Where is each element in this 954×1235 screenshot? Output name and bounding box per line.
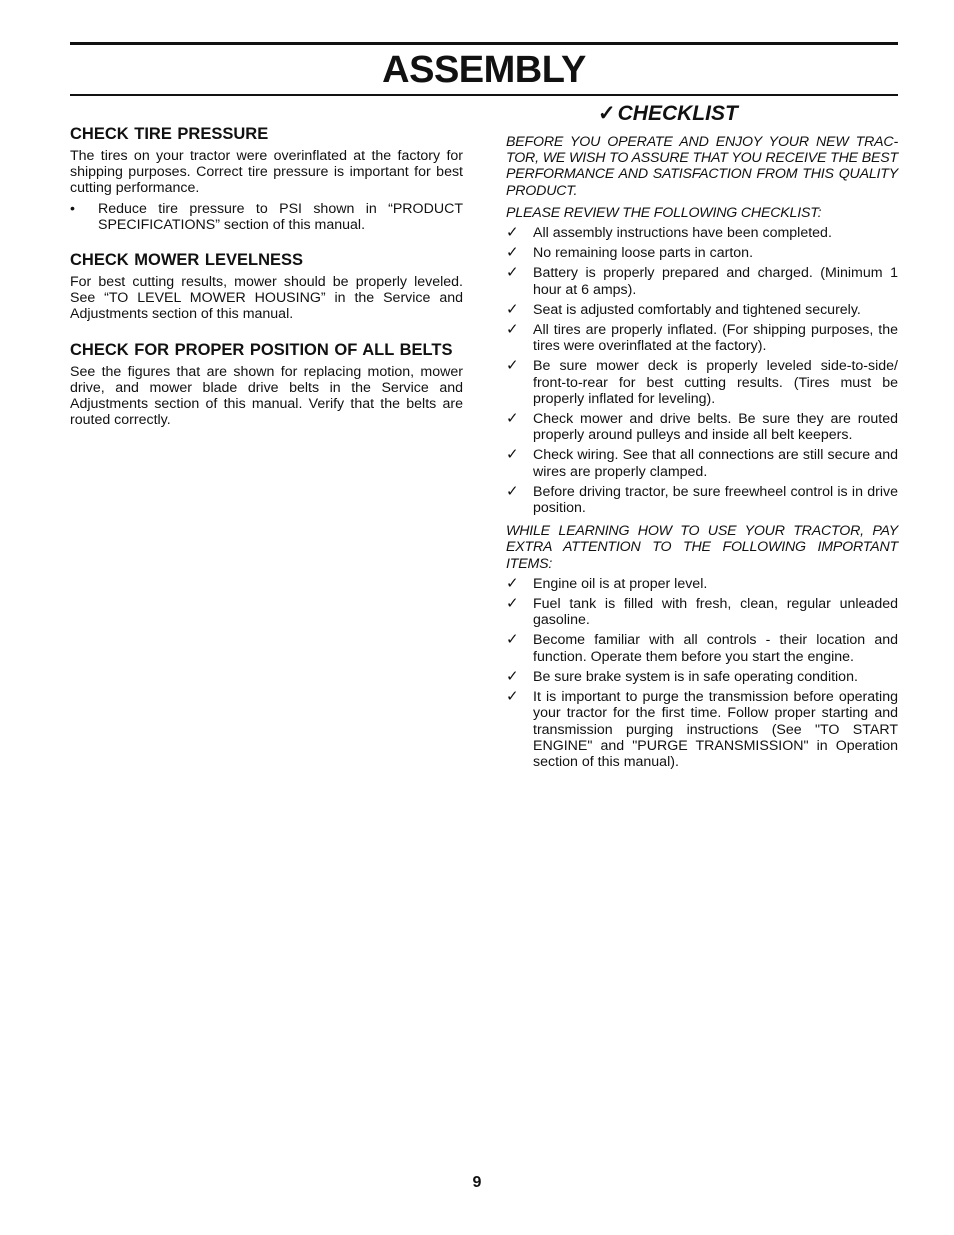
section-body: See the figures that are shown for replacing motion, mower drive, and mower blade drive belts in the Service and Adjustments section of this manual. Verify that the belts are routed correctly. [70,363,463,429]
section-tire-pressure [70,124,463,233]
checkmark-icon: ✓ [506,357,519,375]
learning-label: WHILE LEARNING HOW TO USE YOUR TRACTOR, PAY EXTRA ATTENTION TO THE FOLLOWING IMPORTANT ITEMS: [506,523,898,572]
checklist-item-text: Check mower and drive belts. Be sure they are routed properly around pulleys and inside all belt keepers. [533,411,898,444]
checklist-item [506,245,898,261]
right-column [506,102,898,774]
bullet-item [70,201,463,233]
checklist-item-text: Become familiar with all controls - their location and function. Operate them before you start the engine. [533,632,898,665]
checklist-heading-text: CHECKLIST [617,102,738,125]
checkmark-icon: ✓ [506,631,519,649]
checklist-item-text: Seat is adjusted comfortably and tightened securely. [533,301,861,318]
checkmark-icon: ✓ [506,667,519,685]
page-number: 9 [472,1174,482,1191]
section-heading: CHECK TIRE PRESSURE [70,125,269,143]
checklist-item [506,632,898,664]
checklist-secondary [506,576,898,770]
page-title: ASSEMBLY [382,49,586,91]
checklist-item [506,669,898,685]
checkmark-icon: ✓ [506,410,519,428]
checkmark-icon: ✓ [598,102,616,125]
bullet-text: Reduce tire pressure to PSI shown in “PRODUCT SPECIFICATIONS” section of this manual. [98,200,463,233]
section-body: The tires on your tractor were overinflated at the factory for shipping purposes. Correct tire pressure is important for best cutting performance. [70,148,463,197]
checkmark-icon: ✓ [506,321,519,339]
checkmark-icon: ✓ [506,244,519,262]
checklist-item-text: All tires are properly inflated. (For shipping purposes, the tires were overinflated at the factory). [533,322,898,355]
checklist-item [506,576,898,592]
checklist-item [506,302,898,318]
checklist-item-text: Battery is properly prepared and charged. (Minimum 1 hour at 6 amps). [533,265,898,298]
checklist-item-text: Be sure mower deck is properly leveled side-to-side/ front-to-rear for best cutting results. (Tires must be properly inflated for leveling). [533,358,898,407]
checklist-item [506,358,898,407]
section-heading: CHECK MOWER LEVELNESS [70,251,304,270]
checklist-item [506,265,898,297]
checklist-item [506,484,898,516]
checklist-item [506,596,898,628]
checklist-item-text: No remaining loose parts in carton. [533,245,754,262]
checkmark-icon: ✓ [506,482,519,500]
checklist-item-text: All assembly instructions have been completed. [533,225,832,242]
checklist-item [506,225,898,241]
section-belt-position [70,340,463,429]
checklist-item-text: Before driving tractor, be sure freewheel control is in drive position. [533,483,898,517]
review-label: PLEASE REVIEW THE FOLLOWING CHECKLIST: [506,204,822,221]
checklist-item [506,689,898,770]
checklist-item [506,447,898,479]
checklist-primary [506,225,898,516]
checkmark-icon: ✓ [506,264,519,282]
header-rule-bottom [70,94,898,96]
section-heading: CHECK FOR PROPER POSITION OF ALL BELTS [70,340,453,359]
section-body: For best cutting results, mower should be properly leveled. See “TO LEVEL MOWER HOUSING” in the Service and Adjustments section of this manual. [70,274,463,323]
checkmark-icon: ✓ [506,595,519,613]
checklist-item [506,322,898,354]
checklist-item [506,411,898,443]
checklist-intro: BEFORE YOU OPERATE AND ENJOY YOUR NEW TRAC-TOR, WE WISH TO ASSURE THAT YOU RECEIVE THE BEST PERFORMANCE AND SATISFACTION FROM THIS QUALITY PRODUCT. [506,134,898,199]
checkmark-icon: ✓ [506,574,519,592]
checklist-item-text: Engine oil is at proper level. [533,575,708,592]
checklist-item-text: Check wiring. See that all connections are still secure and wires are properly clamped. [533,447,898,480]
checklist-item-text: Fuel tank is filled with fresh, clean, regular unleaded gasoline. [533,596,898,629]
checkmark-icon: ✓ [506,224,519,242]
checklist-heading [506,102,898,126]
bullet-icon: • [70,200,75,217]
bullet-list [70,201,463,233]
checklist-item-text: Be sure brake system is in safe operating condition. [533,668,858,685]
checklist-item-text: It is important to purge the transmission before operating your tractor for the first time. Follow proper starting and transmission purging instructions (See "TO START ENGINE" and "PURGE TRANSMISSION" in Operation section of this manual). [533,689,898,770]
section-mower-levelness [70,250,463,323]
checkmark-icon: ✓ [506,300,519,318]
checkmark-icon: ✓ [506,446,519,464]
checkmark-icon: ✓ [506,688,519,706]
left-column [70,124,463,428]
header-rule-top [70,42,898,45]
